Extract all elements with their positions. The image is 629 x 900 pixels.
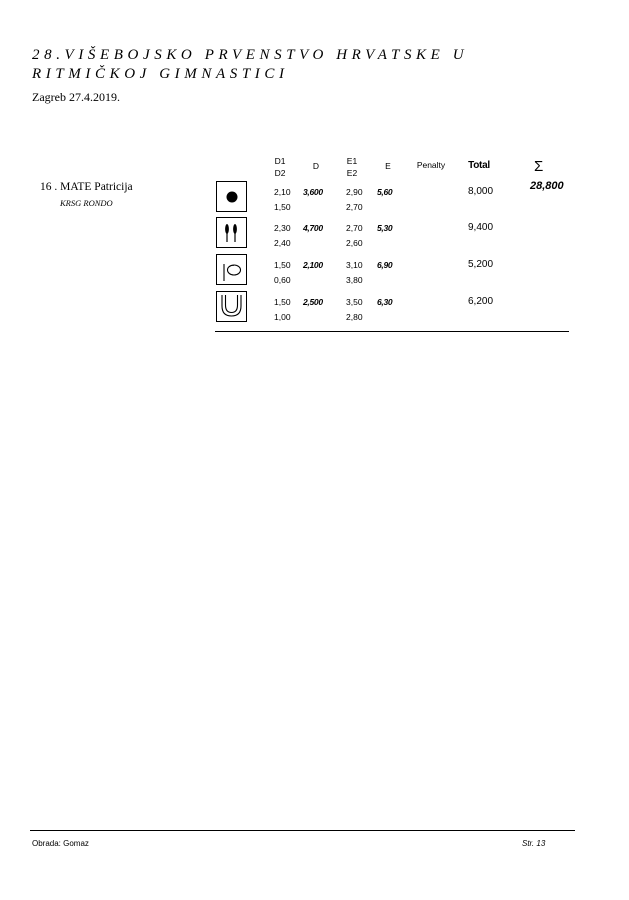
hoop-icon (216, 254, 247, 285)
event-date-location: Zagreb 27.4.2019. (32, 90, 120, 104)
score-d2: 0,60 (274, 275, 291, 285)
document-title: 28.VIŠEBOJSKO PRVENSTVO HRVATSKE U RITMIČKOJ GIMNASTICI (32, 47, 469, 82)
score-d: 3,600 (303, 187, 323, 197)
score-e: 6,90 (377, 260, 393, 270)
athlete-club: KRSG RONDO (60, 198, 113, 208)
apparatus-row-ribbon (0, 291, 629, 327)
score-total: 9,400 (468, 222, 494, 233)
score-total: 6,200 (468, 296, 494, 307)
score-e1: 2,90 (346, 187, 363, 197)
score-d: 4,700 (303, 223, 323, 233)
score-total: 8,000 (468, 186, 494, 197)
score-total: 5,200 (468, 259, 494, 270)
ribbon-icon (216, 291, 247, 322)
column-header-total: Total (468, 160, 490, 171)
apparatus-row-clubs (0, 217, 629, 253)
footer-rule (30, 830, 575, 831)
score-d: 2,100 (303, 260, 323, 270)
column-header-penalty: Penalty (416, 160, 446, 170)
score-d1: 1,50 (274, 260, 291, 270)
column-header-e: E (385, 161, 391, 171)
score-d1: 1,50 (274, 297, 291, 307)
score-e: 6,30 (377, 297, 393, 307)
score-e2: 2,70 (346, 202, 363, 212)
apparatus-row-hoop (0, 254, 629, 290)
score-d2: 1,50 (274, 202, 291, 212)
score-e1: 3,50 (346, 297, 363, 307)
score-e2: 2,80 (346, 312, 363, 322)
apparatus-row-ball (0, 181, 629, 217)
grand-total: 28,800 (530, 180, 564, 192)
column-header-d2: D2 (274, 168, 286, 178)
column-header-e2: E2 (346, 168, 358, 178)
table-bottom-rule (215, 331, 569, 332)
column-header-e1: E1 (346, 156, 358, 166)
score-d1: 2,30 (274, 223, 291, 233)
score-e2: 2,60 (346, 238, 363, 248)
column-header-d: D (312, 161, 320, 171)
score-d2: 1,00 (274, 312, 291, 322)
score-e2: 3,80 (346, 275, 363, 285)
column-header-d1: D1 (274, 156, 286, 166)
ball-icon (216, 181, 247, 212)
clubs-icon (216, 217, 247, 248)
score-e1: 2,70 (346, 223, 363, 233)
column-header-sum: Σ (534, 158, 544, 175)
score-e1: 3,10 (346, 260, 363, 270)
footer-page-number: Str. 13 (522, 839, 546, 848)
score-e: 5,60 (377, 187, 393, 197)
athlete-name: 16 . MATE Patricija (40, 181, 133, 193)
score-d: 2,500 (303, 297, 323, 307)
score-e: 5,30 (377, 223, 393, 233)
score-d2: 2,40 (274, 238, 291, 248)
footer-processed-by: Obrada: Gomaz (32, 839, 89, 848)
score-d1: 2,10 (274, 187, 291, 197)
